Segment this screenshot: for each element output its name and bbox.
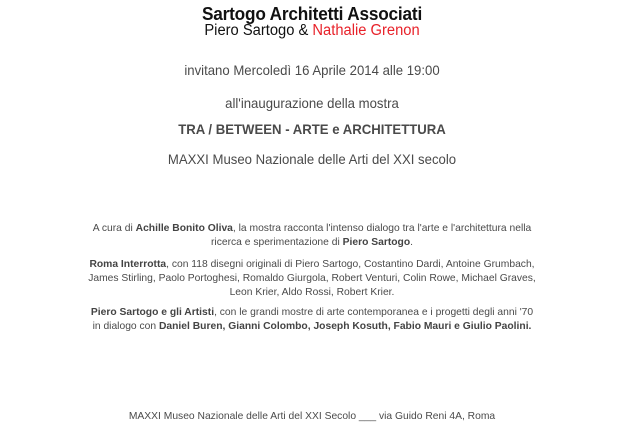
section-title: Piero Sartogo e gli Artisti [90, 307, 215, 318]
partner-nathalie-grenon: Nathalie Grenon [312, 22, 420, 39]
venue-name: MAXXI Museo Nazionale delle Arti del XXI secolo [167, 151, 457, 167]
text: A cura di [92, 223, 136, 234]
text: . [410, 237, 414, 248]
invitation-intro: all'inaugurazione della mostra [225, 95, 399, 111]
artists-paragraph [87, 306, 537, 334]
company-name: Sartogo Architetti Associati [201, 3, 423, 24]
artists-names: Daniel Buren, Gianni Colombo, Joseph Kosuth, Fabio Mauri e Giulio Paolini. [158, 321, 532, 332]
text: , la mostra racconta l'intenso dialogo tra l'arte e l'architettura nella ricerca e sperimentazione di [210, 223, 532, 248]
section-title: Roma Interrotta [89, 259, 167, 270]
text: , con le grandi mostre di arte contemporanea e i progetti degli anni '70 in dialogo con [92, 307, 534, 332]
invitation-date: invitano Mercoledì 16 Aprile 2014 alle 19:00 [184, 62, 440, 78]
partner-piero-sartogo: Piero Sartogo & [204, 22, 309, 39]
text: , con 118 disegni originali di Piero Sartogo, Costantino Dardi, Antoine Grumbach, James Stirling, Paolo Portoghesi, Romaldo Giurgola, Robert Venturi, Colin Rowe, Michael Graves, Leon Krier, Aldo Rossi, Robert Krier. [88, 259, 536, 298]
architect-name: Piero Sartogo [342, 237, 411, 248]
footer-address: MAXXI Museo Nazionale delle Arti del XXI Secolo ___ via Guido Reni 4A, Roma [128, 411, 496, 422]
curator-paragraph [87, 222, 537, 250]
partners-line [16, 22, 609, 40]
curator-name: Achille Bonito Oliva [135, 223, 233, 234]
roma-interrotta-paragraph [87, 258, 537, 300]
exhibition-title: TRA / BETWEEN - ARTE e ARCHITETTURA [178, 121, 446, 137]
